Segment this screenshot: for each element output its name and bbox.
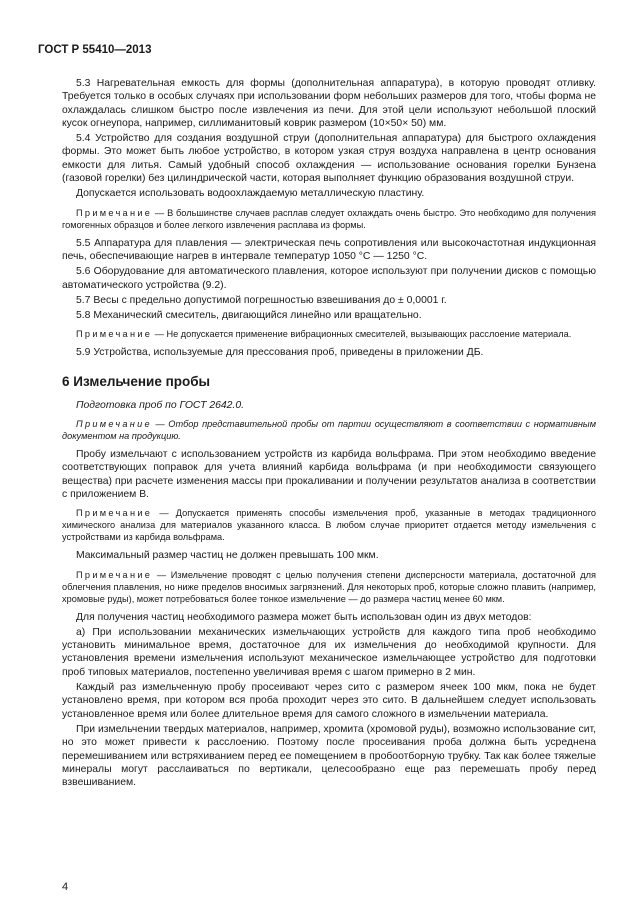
paragraph-5-6: 5.6 Оборудование для автоматического плавления, которое используют при получении дисков с помощью автоматического устройства (9.2). xyxy=(62,266,596,291)
note-label: Примечание xyxy=(76,508,153,519)
paragraph-5-3: 5.3 Нагревательная емкость для формы (дополнительная аппаратура), в которую проводят отливку. Требуется только в особых случаях при использовании форм небольших размеров для того, чтобы форма не охлаждалась слишком быстро после извлечения из печи. Для этой цели используют небольшой плоский кусок огнеупора, например, силлиманитовый коврик размером (10×50× 50) мм. xyxy=(62,78,596,129)
note-text: — Допускается применять способы измельчения проб, указанные в методах традиционного химического анализа для материалов указанного класса. В любом случае приоритет отдается методу измельчения с устройствами из карбида вольфрама. xyxy=(62,508,596,543)
sample-preparation: Подготовка проб по ГОСТ 2642.0. xyxy=(76,399,244,411)
section-6-paragraph-5: Каждый раз измельченную пробу просеивают через сито с размером ячеек 100 мкм, пока не будет установлено время, при котором вся проба проходит через это сито. В дальнейшем следует использовать установленное время или более длительное время для самого сложного в измельчении материала. xyxy=(62,682,596,720)
note-1 xyxy=(62,207,596,231)
note-label: Примечание xyxy=(76,329,153,340)
note-2 xyxy=(62,328,596,340)
document-header: ГОСТ Р 55410—2013 xyxy=(38,44,152,56)
note-5 xyxy=(62,569,596,605)
document-body xyxy=(62,77,596,789)
note-text: — Отбор представительной пробы от партии осуществляют в соответствии с нормативным документом на продукцию. xyxy=(62,419,596,442)
paragraph-5-9: 5.9 Устройства, используемые для прессования проб, приведены в приложении ДБ. xyxy=(76,347,484,359)
paragraph-5-4-note: Допускается использовать водоохлаждаемую металлическую пластину. xyxy=(76,188,425,200)
note-text: — Измельчение проводят с целью получения степени дисперсности материала, достаточной для облегчения плавления, но ниже пределов вносимых загрязнений. Для некоторых проб, которые сложно плавить (например, хромовые руды), может потребоваться более тонкое измельчение — до размера частиц менее 60 мкм. xyxy=(62,569,596,604)
paragraph-5-4: 5.4 Устройство для создания воздушной струи (дополнительная аппаратура) для быстрого охлаждения формы. Это может быть любое устройство, в котором узкая струя воздуха направлена в центр основания емкости для литья. Самый удобный способ охлаждения — использование основания горелки Бунзена (газовой горелки) без цилиндрической части, которая выполняет функцию образования воздушной струи. xyxy=(62,133,596,185)
section-6-paragraph-3: Для получения частиц необходимого размера может быть использован один из двух методов: xyxy=(76,611,532,623)
note-label: Примечание xyxy=(76,207,153,218)
note-3 xyxy=(62,418,596,442)
section-6-paragraph-6: При измельчении твердых материалов, например, хромита (хромовой руды), возможно использование сит, но это может привести к расслоению. Поэтому после просеивания проба должна быть усреднена перемешиванием или встряхиванием перед ее помещением в пробоотборную трубку. Так как более тяжелые минералы могут расслаиваться по вертикали, целесообразно еще раз перемешать пробу перед взвешиванием. xyxy=(62,723,596,789)
note-label: Примечание xyxy=(76,419,152,430)
section-6-paragraph-2: Максимальный размер частиц не должен превышать 100 мкм. xyxy=(76,550,379,562)
note-text: — Не допускается применение вибрационных смесителей, вызывающих расслоение материала. xyxy=(152,329,572,340)
section-6-paragraph-1: Пробу измельчают с использованием устройств из карбида вольфрама. При этом необходимо введение соответствующих поправок для учета влияний карбида вольфрама (и при необходимости связующего вещества) при расчете изменения массы при прокаливании и получении результатов анализа в соответствии с приложением В. xyxy=(62,449,596,500)
note-label: Примечание xyxy=(76,569,153,580)
page-number: 4 xyxy=(62,881,69,893)
note-text: — В большинстве случаев расплав следует охлаждать очень быстро. Это необходимо для получения гомогенных образцов и более легкого извлечения расплава из формы. xyxy=(62,207,596,230)
note-4 xyxy=(62,507,596,543)
paragraph-5-8: 5.8 Механический смеситель, двигающийся линейно или вращательно. xyxy=(76,310,422,322)
section-6-title: 6 Измельчение пробы xyxy=(62,373,211,389)
paragraph-5-7: 5.7 Весы с предельно допустимой погрешностью взвешивания до ± 0,0001 г. xyxy=(76,294,447,306)
paragraph-5-5: 5.5 Аппаратура для плавления — электрическая печь сопротивления или высокочастотная индукционная печь, обеспечивающие нагрев в интервале температур 1050 °С — 1250 °С. xyxy=(62,237,596,262)
section-6-paragraph-4: а) При использовании механических измельчающих устройств для каждого типа проб необходимо установить минимальное время, достаточное для их измельчения до необходимой крупности. Для установления времени измельчения используют механическое измельчающее устройство для подготовки проб типовых материалов, постепенно увеличивая время с шагом примерно в 2 мин. xyxy=(62,626,596,678)
